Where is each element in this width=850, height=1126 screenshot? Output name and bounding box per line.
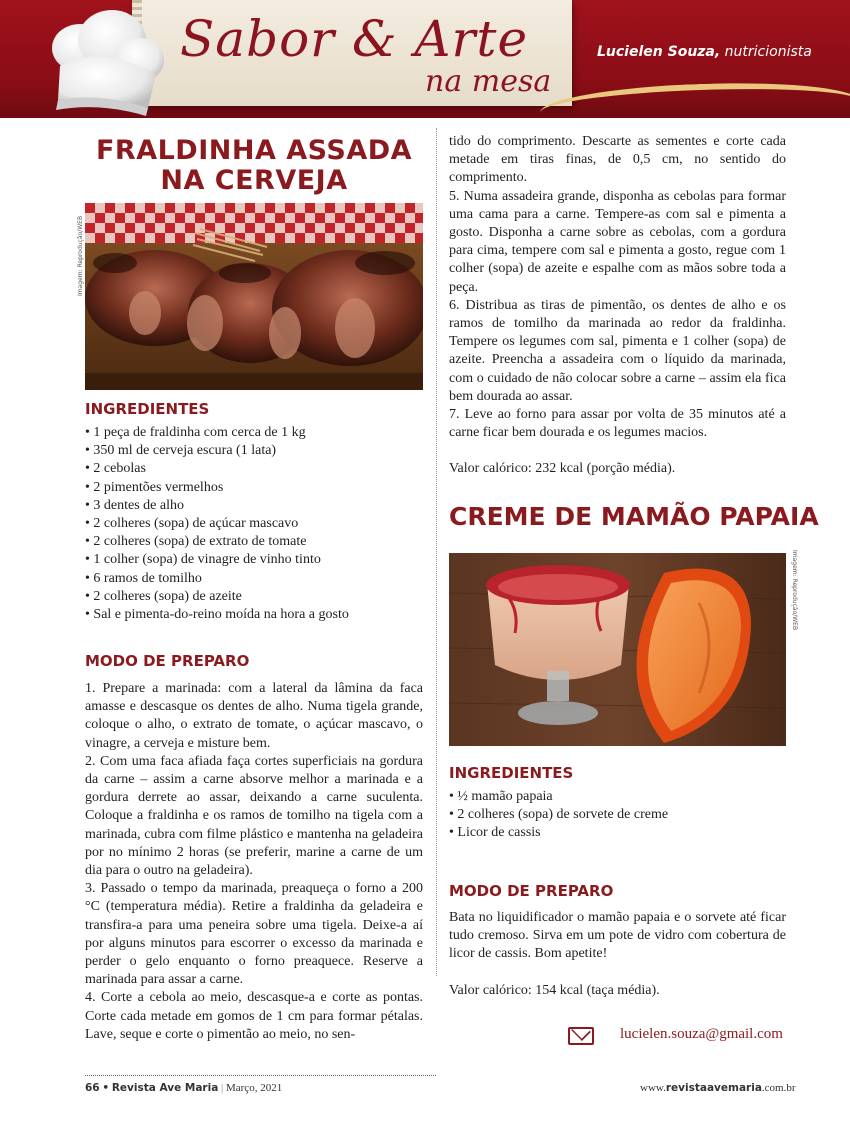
method-step: 3. Passado o tempo da marinada, preaqueça o forno a 200 °C (temperatura média). Retire a fraldinha da geladeira e transfira-a para uma peneira sobre uma tigela. Deixe-a aí por alguns minutos para escorrer o excesso da marinada e perder o gelo enquanto o forno preaquece. Reserve a marinada para assar a carne. — [85, 881, 423, 988]
fraldinha-image — [85, 203, 423, 390]
recipe1-calories: Valor calórico: 232 kcal (porção média). — [449, 461, 676, 477]
column-divider — [436, 128, 437, 976]
method-step: 1. Prepare a marinada: com a lateral da lâmina da faca amasse e descasque os dentes de alho. Numa tigela grande, coloque o alho, o extrato de tomate, o açúcar mascavo, o vinagre, a cerveja e misture bem. — [85, 681, 423, 751]
method-step: tido do comprimento. Descarte as sementes e corte cada metade em tiras finas, de 0,5 cm, no sentido do comprimento. — [449, 134, 786, 186]
recipe1-ingredient-list — [85, 424, 423, 624]
ingredient-item: • 2 colheres (sopa) de azeite — [85, 588, 423, 606]
recipe1-title — [85, 136, 423, 196]
recipe1-ingredients-heading: INGREDIENTES — [85, 400, 210, 418]
section-logo-subtitle: na mesa — [425, 64, 552, 99]
recipe1-title-line2: NA CERVEJA — [160, 165, 348, 196]
method-step: 5. Numa assadeira grande, disponha as cebolas para formar uma cama para a carne. Tempere-as com sal e pimenta a gosto. Disponha a carne sobre as cebolas, com a gordura para cima, tempere com sal e pimenta a gosto, regue com 1 colher (sopa) de azeite e espalhe com as mãos sobre toda a peça. — [449, 188, 786, 295]
ingredient-item: • 2 cebolas — [85, 460, 423, 478]
recipe2-method-heading: MODO DE PREPARO — [449, 882, 614, 900]
author-credit — [597, 44, 812, 60]
footer-bar: | — [221, 1082, 224, 1094]
envelope-icon — [568, 1027, 594, 1045]
method-step: 2. Com uma faca afiada faça cortes superficiais na gordura da carne – assim a carne absorve melhor a marinada e a gordura derrete ao assar, deixando a carne suculenta. Coloque a fraldinha e os ramos de tomilho na tigela com a marinada, cubra com filme plástico e mantenha na geladeira por no mínimo 2 horas (se preferir, marine a carne de um dia para o outro na geladeira). — [85, 753, 423, 879]
contact-email[interactable] — [568, 1026, 786, 1050]
issue-date: Março, 2021 — [225, 1082, 283, 1094]
recipe2-calories: Valor calórico: 154 kcal (taça média). — [449, 982, 660, 998]
ingredient-item: • 2 colheres (sopa) de açúcar mascavo — [85, 515, 423, 533]
recipe1-ingredients — [85, 400, 423, 624]
fraldinha-photo — [85, 203, 423, 390]
method-step: 6. Distribua as tiras de pimentão, os dentes de alho e os ramos de tomilho da marinada ao redor da fraldinha. Tempere os legumes com sal, pimenta e 1 colher (sopa) de azeite. Preencha a assadeira com o líquido da marinada, com o cuidado de não colocar sobre a carne – assim ela fica bem dourada ao assar. — [449, 297, 786, 404]
recipe1-steps-right — [449, 133, 786, 442]
recipe2-method-text: Bata no liquidificador o mamão papaia e o sorvete até ficar tudo cremoso. Sirva em um pote de vidro com cobertura de licor de cassis. Bom apetite! — [449, 910, 786, 962]
footer-website[interactable] — [640, 1082, 796, 1094]
ingredient-item: • 1 peça de fraldinha com cerca de 1 kg — [85, 424, 423, 442]
website-suffix: .com.br — [761, 1082, 796, 1094]
author-name: Lucielen Souza, — [597, 44, 721, 60]
magazine-header — [0, 0, 850, 118]
ingredient-item: • Sal e pimenta-do-reino moída na hora a gosto — [85, 606, 423, 624]
chef-hat-icon — [20, 4, 170, 116]
recipe1-method-heading: MODO DE PREPARO — [85, 652, 250, 670]
ingredient-item: • 2 pimentões vermelhos — [85, 479, 423, 497]
recipe1-method-continued — [449, 133, 786, 479]
footer-separator: • — [102, 1082, 110, 1094]
recipe1-photo-credit: Imagem: Reprodução/WEB — [77, 215, 84, 296]
ingredient-item: • 1 colher (sopa) de vinagre de vinho tinto — [85, 551, 423, 569]
ingredient-item: • 2 colheres (sopa) de sorvete de creme — [449, 806, 786, 824]
ingredient-item: • 350 ml de cerveja escura (1 lata) — [85, 442, 423, 460]
method-step: 7. Leve ao forno para assar por volta de 35 minutos até a carne ficar bem dourada e os legumes macios. — [449, 407, 786, 441]
recipe2-photo-credit: Imagem: Reprodução/WEB — [791, 550, 798, 631]
ingredient-item: • 6 ramos de tomilho — [85, 570, 423, 588]
footer-rule — [85, 1075, 436, 1076]
papaia-photo — [449, 553, 786, 746]
author-role: nutricionista — [724, 44, 812, 60]
left-column — [85, 128, 423, 196]
page-number: 66 — [85, 1082, 100, 1094]
recipe2-title: CREME DE MAMÃO PAPAIA — [449, 502, 819, 531]
ingredient-item: • ½ mamão papaia — [449, 788, 786, 806]
recipe2-method — [449, 882, 786, 1000]
papaia-image — [449, 553, 786, 746]
ingredient-item: • 2 colheres (sopa) de extrato de tomate — [85, 533, 423, 551]
recipe2-ingredients-heading: INGREDIENTES — [449, 764, 574, 782]
website-name: revistaavemaria — [665, 1082, 762, 1094]
recipe2-ingredient-list — [449, 788, 786, 843]
header-gold-swoosh — [539, 78, 850, 118]
magazine-name: Revista Ave Maria — [111, 1082, 219, 1094]
email-address[interactable]: lucielen.souza@gmail.com — [620, 1026, 783, 1042]
recipe1-steps-left — [85, 680, 423, 1044]
recipe1-title-line1: FRALDINHA ASSADA — [95, 135, 413, 166]
method-step: 4. Corte a cebola ao meio, descasque-a e corte as pontas. Corte cada metade em gomos de 1 cm para formar pétalas. Lave, seque e corte o pimentão ao meio, no sen- — [85, 990, 423, 1042]
section-logo-title: Sabor & Arte — [180, 10, 529, 68]
website-prefix: www. — [640, 1082, 666, 1094]
ingredient-item: • 3 dentes de alho — [85, 497, 423, 515]
recipe2-ingredients — [449, 764, 786, 843]
ingredient-item: • Licor de cassis — [449, 824, 786, 842]
recipe1-method — [85, 652, 423, 1044]
footer-page-info — [85, 1082, 282, 1094]
